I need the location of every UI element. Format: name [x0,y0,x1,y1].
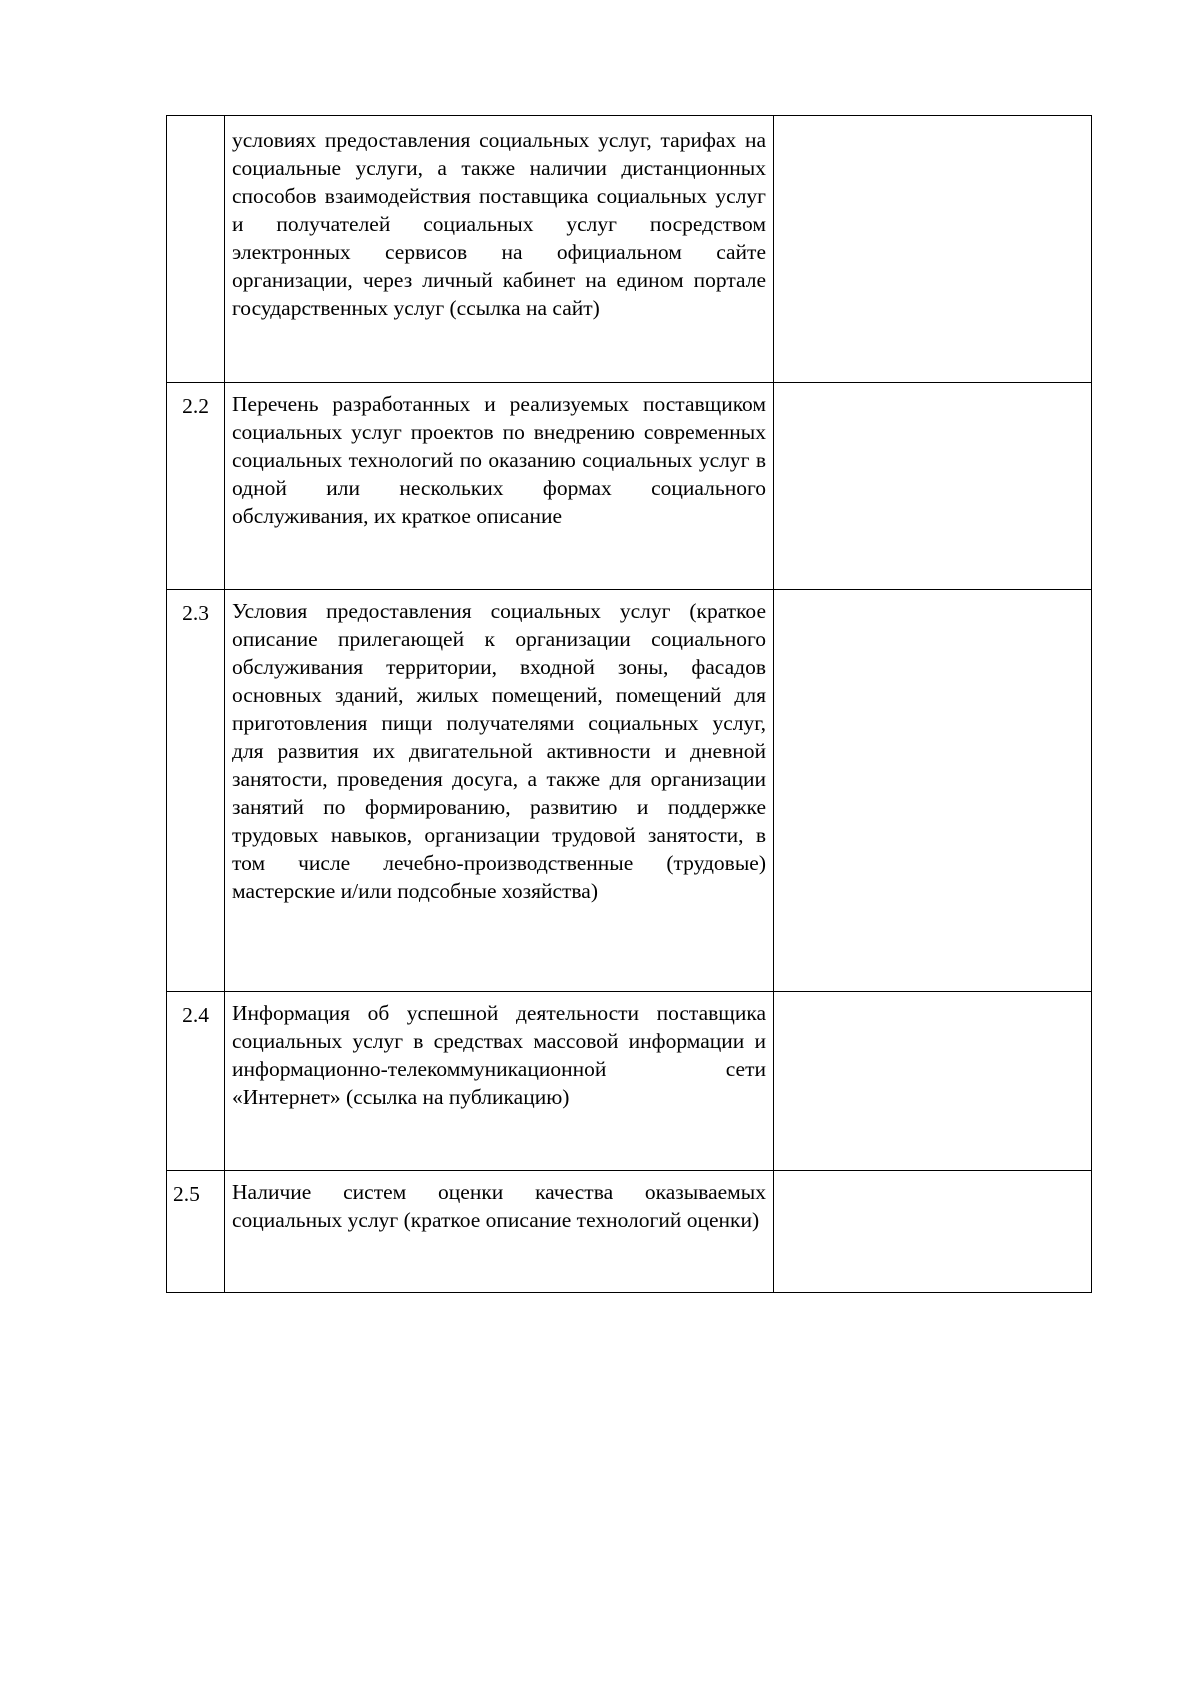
table-row [167,1171,1092,1293]
criteria-table [166,115,1092,1293]
row-description: Условия предоставления социальных услуг (краткое описание прилегающей к организации социального обслуживания территории, входной зоны, фасадов основных зданий, жилых помещений, помещений для приготовления пищи получателями социальных услуг, для развития их двигательной активности и дневной занятости, проведения досуга, а также для организации занятий по формированию, развитию и поддержке трудовых навыков, организации трудовой занятости, в том числе лечебно-производственные (трудовые) мастерские и/или подсобные хозяйства) [225,590,774,992]
table-row [167,992,1092,1171]
table-row [167,590,1092,992]
row-number [167,116,225,383]
table-row [167,383,1092,590]
row-description: условиях предоставления социальных услуг, тарифах на социальные услуги, а также наличии дистанционных способов взаимодействия поставщика социальных услуг и получателей социальных услуг посредством электронных сервисов на официальном сайте организации, через личный кабинет на едином портале государственных услуг (ссылка на сайт) [225,116,774,383]
row-number: 2.3 [167,590,225,992]
row-description: Информация об успешной деятельности поставщика социальных услуг в средствах массовой информации и информационно-телекоммуникационной сети «Интернет» (ссылка на публикацию) [225,992,774,1171]
row-value-cell [774,1171,1092,1293]
row-value-cell [774,383,1092,590]
row-number: 2.2 [167,383,225,590]
row-value-cell [774,590,1092,992]
row-value-cell [774,992,1092,1171]
row-number: 2.4 [167,992,225,1171]
row-number: 2.5 [167,1171,225,1293]
row-description: Перечень разработанных и реализуемых поставщиком социальных услуг проектов по внедрению современных социальных технологий по оказанию социальных услуг в одной или нескольких формах социального обслуживания, их краткое описание [225,383,774,590]
row-value-cell [774,116,1092,383]
table-row [167,116,1092,383]
row-description: Наличие систем оценки качества оказываемых социальных услуг (краткое описание технологий оценки) [225,1171,774,1293]
